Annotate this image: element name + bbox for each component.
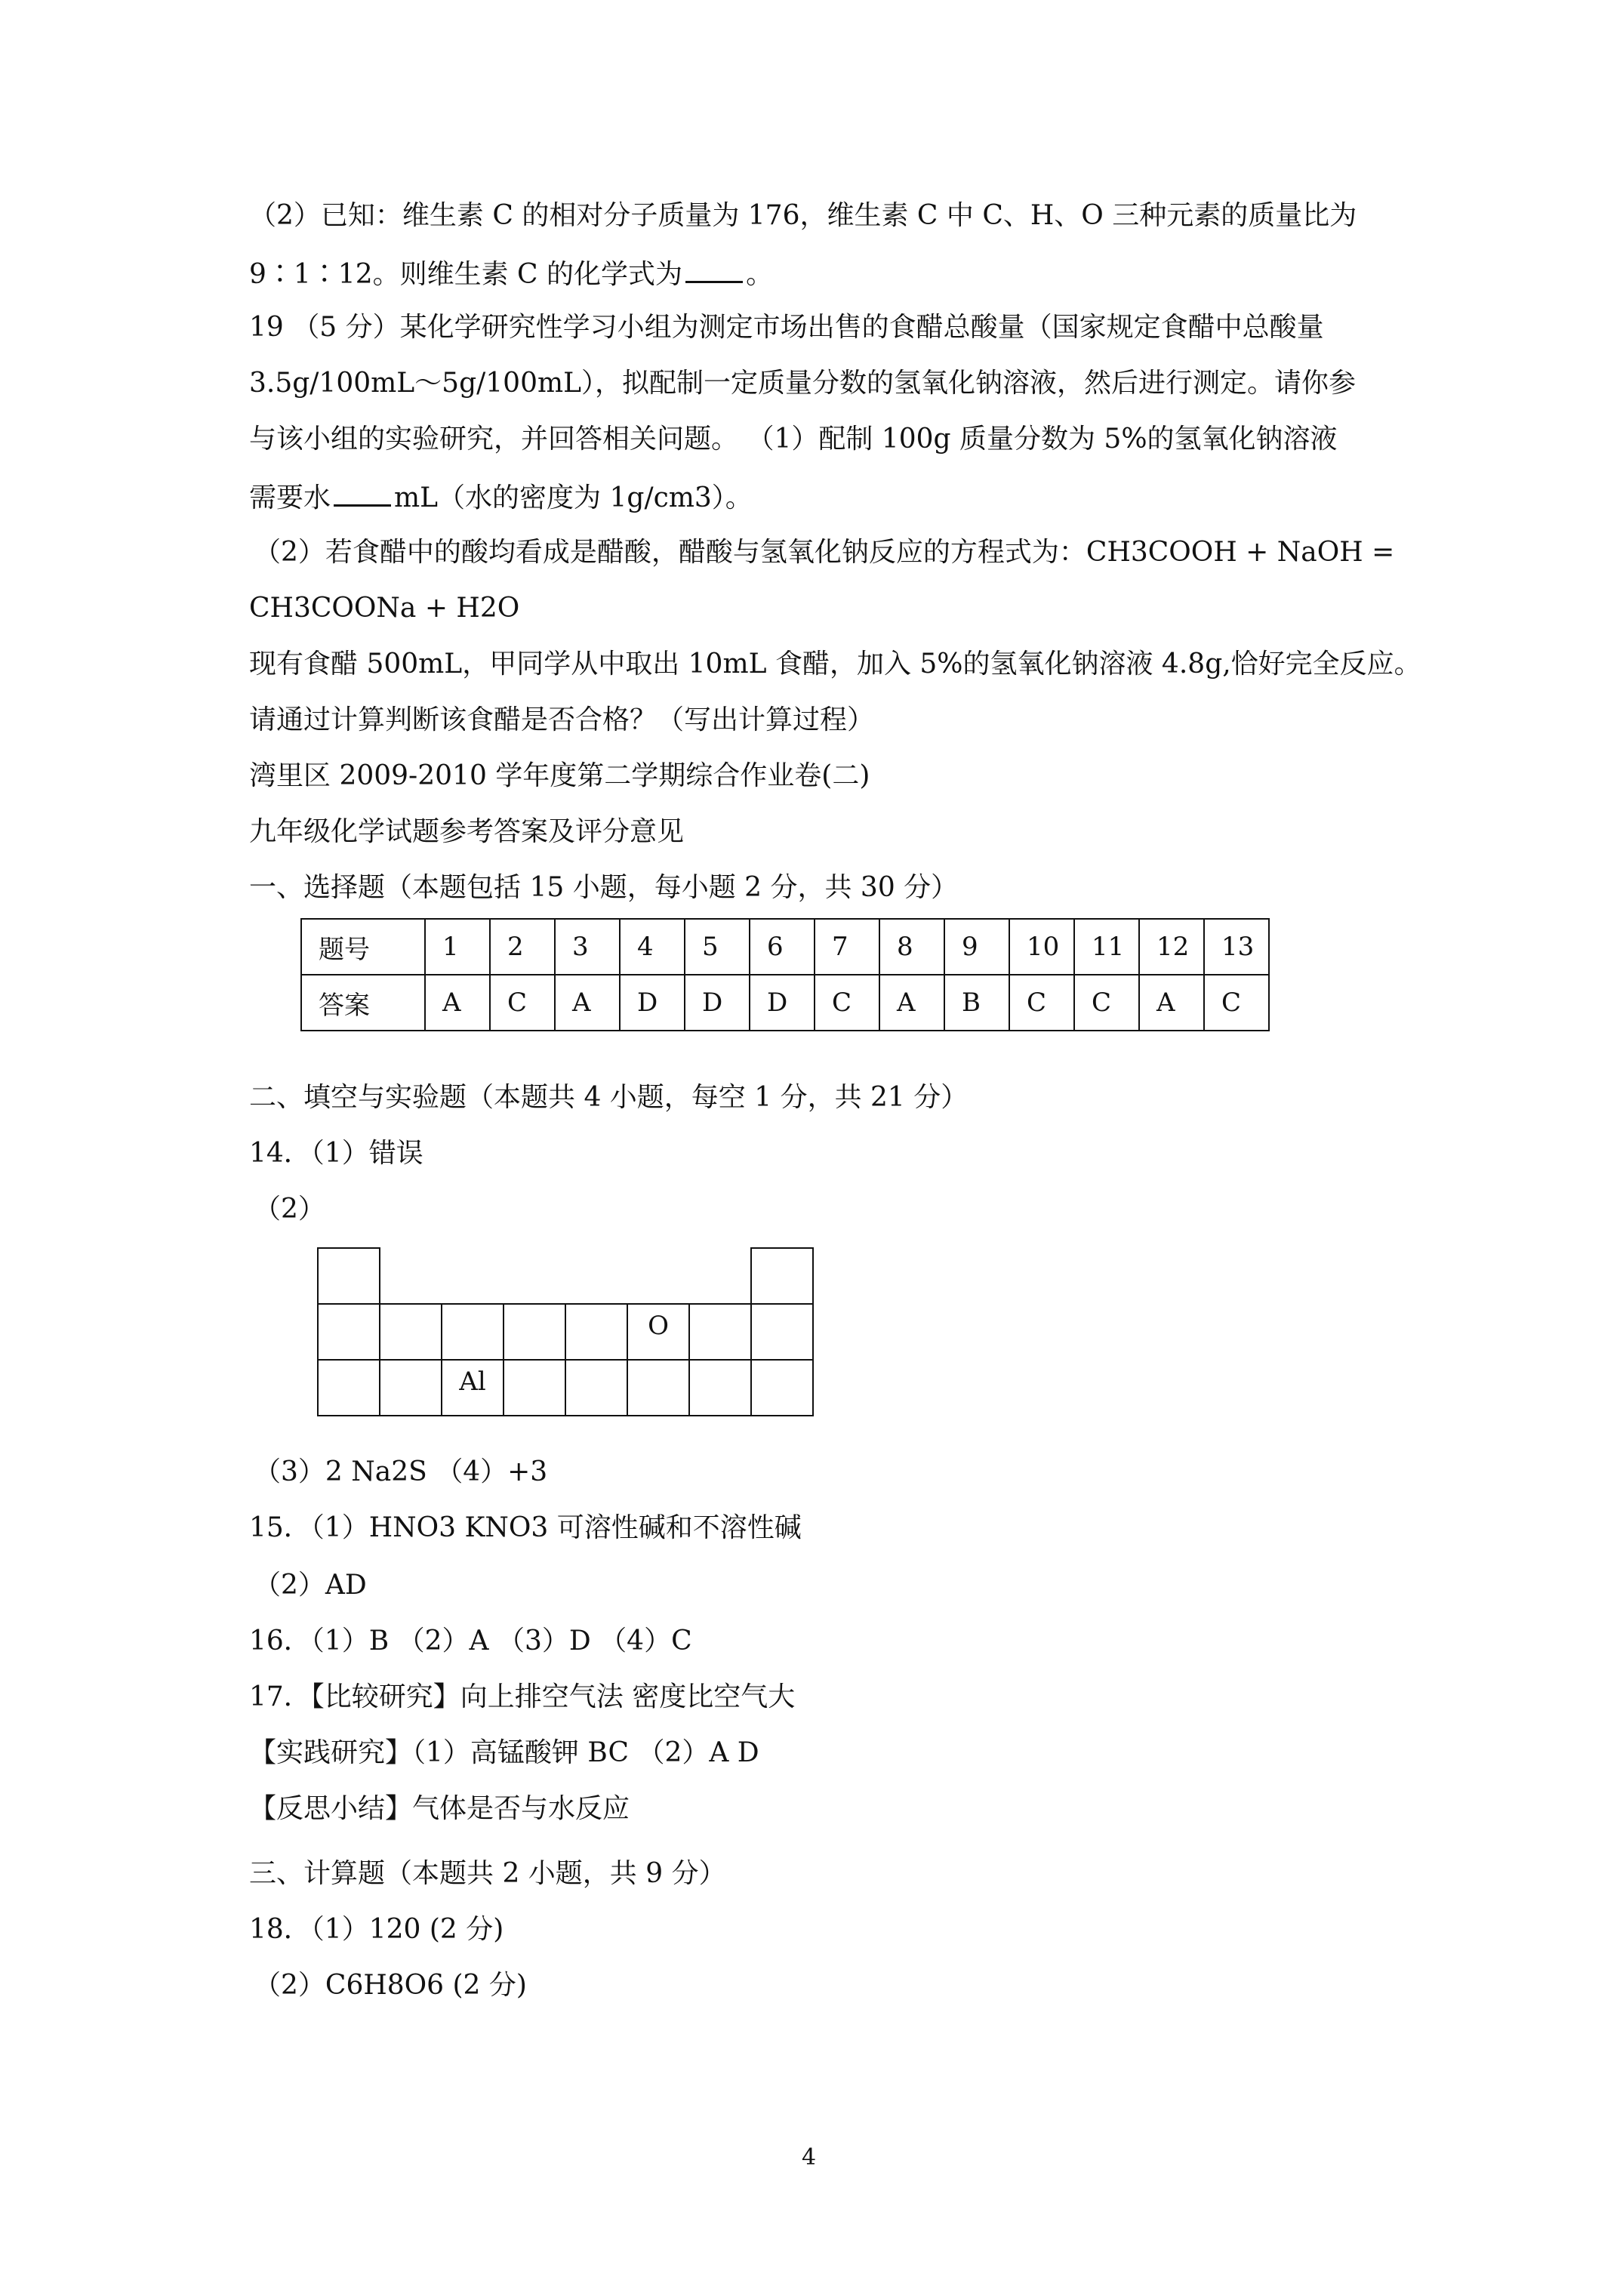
periodic-cell <box>627 1359 690 1416</box>
periodic-cell <box>565 1303 628 1361</box>
table-cell: 题号 <box>301 919 425 975</box>
periodic-table-fragment <box>317 1247 815 1418</box>
text-line: （2）AD <box>254 1570 367 1601</box>
section-title: 湾里区 2009-2010 学年度第二学期综合作业卷(二) <box>249 760 870 791</box>
periodic-cell <box>750 1359 814 1416</box>
text-line: 【反思小结】气体是否与水反应 <box>249 1793 630 1824</box>
table-cell: C <box>1009 975 1074 1031</box>
answer-table <box>300 918 1270 1031</box>
table-cell: A <box>555 975 620 1031</box>
text-line: CH3COONa + H2O <box>249 593 520 624</box>
section-heading: 二、填空与实验题（本题共 4 小题，每空 1 分，共 21 分） <box>249 1082 969 1113</box>
table-cell: C <box>815 975 879 1031</box>
periodic-cell <box>688 1303 752 1361</box>
section-heading: 一、选择题（本题包括 15 小题，每小题 2 分，共 30 分） <box>249 872 959 903</box>
text-line: （2）已知：维生素 C 的相对分子质量为 176，维生素 C 中 C、H、O 三种元素的质量比为 <box>249 200 1357 231</box>
table-cell: 6 <box>750 919 815 975</box>
text-line: 9∶1∶12。则维生素 C 的化学式为 。 <box>249 255 773 291</box>
table-cell: D <box>685 975 750 1031</box>
table-cell: C <box>1204 975 1269 1031</box>
periodic-cell-aluminum: Al <box>441 1359 504 1416</box>
table-cell: 7 <box>815 919 879 975</box>
text-line: 16．（1）B （2）A （3）D （4）C <box>249 1626 692 1657</box>
text-line: 17．【比较研究】向上排空气法 密度比空气大 <box>249 1681 796 1712</box>
table-cell: 3 <box>555 919 620 975</box>
table-cell: A <box>1139 975 1204 1031</box>
text-line: 14．（1）错误 <box>249 1138 423 1169</box>
text-line: 15．（1）HNO3 KNO3 可溶性碱和不溶性碱 <box>249 1512 802 1543</box>
periodic-cell <box>317 1247 380 1305</box>
text-line: （2）C6H8O6 (2 分) <box>254 1970 527 2001</box>
text-line: 与该小组的实验研究，并回答相关问题。 （1）配制 100g 质量分数为 5%的氢氧化钠溶液 <box>249 424 1338 455</box>
table-cell: 4 <box>620 919 685 975</box>
table-cell: 答案 <box>301 975 425 1031</box>
text-line: （2） <box>254 1194 325 1225</box>
table-cell: C <box>490 975 555 1031</box>
table-row <box>301 975 1269 1031</box>
text-line: （3）2 Na2S （4）+3 <box>254 1456 548 1487</box>
table-cell: C <box>1074 975 1139 1031</box>
section-title: 九年级化学试题参考答案及评分意见 <box>249 816 685 847</box>
text-line: 【实践研究】（1）高锰酸钾 BC （2）A D <box>249 1737 759 1768</box>
table-cell: 11 <box>1074 919 1139 975</box>
table-cell: 9 <box>944 919 1009 975</box>
periodic-cell <box>317 1359 380 1416</box>
table-row <box>301 919 1269 975</box>
table-cell: 8 <box>879 919 944 975</box>
periodic-cell <box>503 1359 566 1416</box>
periodic-cell <box>750 1303 814 1361</box>
section-heading: 三、计算题（本题共 2 小题，共 9 分） <box>249 1858 726 1889</box>
periodic-cell <box>441 1303 504 1361</box>
text-line: 19 （5 分）某化学研究性学习小组为测定市场出售的食醋总酸量（国家规定食醋中总酸量 <box>249 312 1324 343</box>
table-cell: D <box>620 975 685 1031</box>
periodic-cell <box>750 1247 814 1305</box>
periodic-cell <box>379 1359 442 1416</box>
table-cell: 12 <box>1139 919 1204 975</box>
text-line: 3.5g/100mL～5g/100mL），拟配制一定质量分数的氢氧化钠溶液，然后进行测定。请你参 <box>249 368 1357 399</box>
table-cell: A <box>879 975 944 1031</box>
table-cell: 5 <box>685 919 750 975</box>
periodic-cell <box>317 1303 380 1361</box>
text-line: 18．（1）120 (2 分) <box>249 1914 504 1945</box>
table-cell: D <box>750 975 815 1031</box>
periodic-cell <box>379 1303 442 1361</box>
text-line: 请通过计算判断该食醋是否合格？（写出计算过程） <box>249 704 875 735</box>
table-cell: 1 <box>425 919 490 975</box>
periodic-cell-oxygen: O <box>627 1303 690 1361</box>
table-cell: 10 <box>1009 919 1074 975</box>
text-line: 现有食醋 500mL，甲同学从中取出 10mL 食醋，加入 5%的氢氧化钠溶液 4.8g,恰好完全反应。 <box>249 649 1421 680</box>
table-cell: 2 <box>490 919 555 975</box>
answer-blank <box>334 479 391 507</box>
periodic-cell <box>503 1303 566 1361</box>
text-line: （2）若食醋中的酸均看成是醋酸，醋酸与氢氧化钠反应的方程式为：CH3COOH + NaOH = <box>254 537 1395 568</box>
table-cell: B <box>944 975 1009 1031</box>
table-cell: 13 <box>1204 919 1269 975</box>
page-number: 4 <box>802 2144 817 2171</box>
answer-blank <box>685 255 743 283</box>
periodic-cell <box>565 1359 628 1416</box>
periodic-cell <box>688 1359 752 1416</box>
table-cell: A <box>425 975 490 1031</box>
text-line: 需要水 mL（水的密度为 1g/cm3）。 <box>249 479 753 515</box>
